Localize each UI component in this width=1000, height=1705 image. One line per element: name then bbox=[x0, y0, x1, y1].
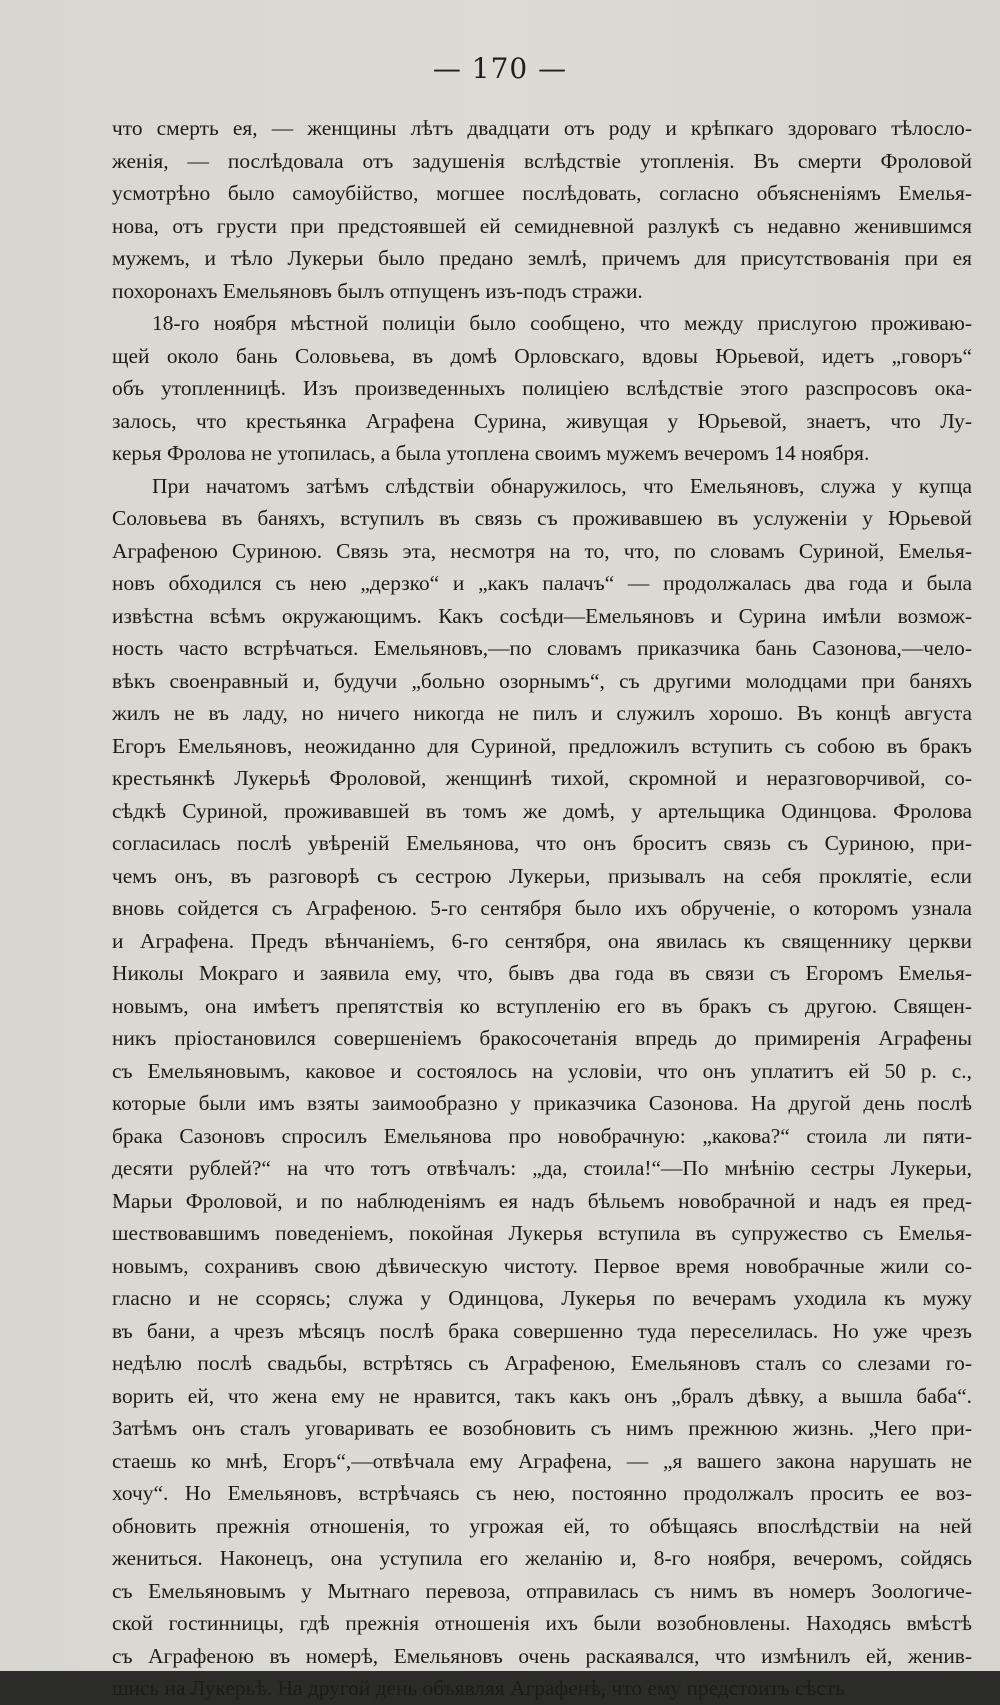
text-line: никъ пріостановился совершеніемъ бракосочетанія впредь до примиренія Аграфены bbox=[112, 1026, 972, 1050]
text-line: Николы Мокраго и заявила ему, что, бывъ два года въ связи съ Егоромъ Емелья- bbox=[112, 961, 972, 985]
text-line: ворить ей, что жена ему не нравится, такъ какъ онъ „бралъ дѣвку, а вышла баба“. bbox=[112, 1383, 972, 1408]
text-line: керья Фролова не утопилась, а была утоплена своимъ мужемъ вечеромъ 14 ноября. bbox=[112, 441, 870, 465]
text-line: Егоръ Емельяновъ, неожиданно для Суриной, предложилъ вступить съ собою въ бракъ bbox=[112, 733, 972, 758]
text-line: новымъ, сохранивъ свою дѣвическую чистоту. Первое время новобрачные жили со- bbox=[112, 1253, 972, 1278]
text-line: женія, — послѣдовала отъ задушенія вслѣдствіе утопленія. Въ смерти Фроловой bbox=[112, 148, 972, 173]
page-number: — 170 — bbox=[432, 52, 568, 85]
text-line: щей около бань Соловьева, въ домѣ Орловскаго, вдовы Юрьевой, идетъ „говоръ“ bbox=[112, 343, 972, 368]
text-line: вѣкъ своенравный и, будучи „больно озорнымъ“, съ другими молодцами при баняхъ bbox=[112, 668, 972, 693]
paragraph bbox=[112, 470, 972, 1705]
text-line: съ Емельяновымъ у Мытнаго перевоза, отправилась съ нимъ въ номеръ Зоологиче- bbox=[112, 1578, 972, 1603]
text-line: шись на Лукерьѣ. На другой день объявляя Аграфенѣ, что ему предстоитъ сѣсть bbox=[112, 1676, 845, 1700]
text-line: сѣдкѣ Суриной, проживавшей въ томъ же домѣ, у артельщика Одинцова. Фролова bbox=[112, 798, 972, 823]
text-line: брака Сазоновъ спросилъ Емельянова про новобрачную: „какова?“ стоила ли пяти- bbox=[112, 1123, 972, 1148]
text-line: новъ обходился съ нею „дерзко“ и „какъ палачъ“ — продолжалась два года и была bbox=[112, 571, 972, 595]
text-line: десяти рублей?“ на что тотъ отвѣчалъ: „да, стоила!“—По мнѣнію сестры Лукерьи, bbox=[112, 1156, 972, 1180]
text-line: стаешь ко мнѣ, Егоръ“,—отвѣчала ему Аграфена, — „я вашего закона нарушать не bbox=[112, 1448, 972, 1473]
text-line: съ Емельяновымъ, каковое и состоялось на условіи, что онъ уплатитъ ей 50 р. с., bbox=[112, 1058, 972, 1083]
text-line: обновить прежнія отношенія, то угрожая ей, то обѣщаясь впослѣдствіи на ней bbox=[112, 1513, 972, 1538]
text-line: нова, отъ грусти при предстоявшей ей семидневной разлукѣ съ недавно женившимся bbox=[112, 213, 972, 238]
text-line: залось, что крестьянка Аграфена Сурина, живущая у Юрьевой, знаетъ, что Лу- bbox=[112, 408, 972, 433]
paragraph bbox=[112, 307, 972, 470]
text-line: съ Аграфеною въ номерѣ, Емельяновъ очень раскаявался, что измѣнилъ ей, женив- bbox=[112, 1643, 972, 1668]
text-line: и Аграфена. Предъ вѣнчаніемъ, 6-го сентября, она явилась къ священнику церкви bbox=[112, 928, 972, 953]
text-line: ской гостинницы, гдѣ прежнія отношенія ихъ были возобновлены. Находясь вмѣстѣ bbox=[112, 1611, 972, 1635]
text-line: которые были имъ взяты заимообразно у приказчика Сазонова. На другой день послѣ bbox=[112, 1091, 972, 1115]
text-line: жилъ не въ ладу, но ничего никогда не пилъ и служилъ хорошо. Въ концѣ августа bbox=[112, 701, 972, 725]
text-line: извѣстна всѣмъ окружающимъ. Какъ сосѣди—Емельяновъ и Сурина имѣли возмож- bbox=[112, 603, 972, 628]
text-line: новымъ, она имѣетъ препятствія ко вступленію его въ бракъ съ другою. Священ- bbox=[112, 993, 972, 1018]
text-line: мужемъ, и тѣло Лукерьи было предано землѣ, причемъ для присутствованія при ея bbox=[112, 246, 972, 270]
text-line: крестьянкѣ Лукерьѣ Фроловой, женщинѣ тихой, скромной и неразговорчивой, со- bbox=[112, 766, 972, 790]
text-line: Соловьева въ баняхъ, вступилъ въ связь съ проживавшею въ услуженіи у Юрьевой bbox=[112, 506, 972, 530]
text-line: въ бани, а чрезъ мѣсяцъ послѣ брака совершенно туда переселилась. Но уже чрезъ bbox=[112, 1318, 972, 1343]
text-line: усмотрѣно было самоубійство, могшее послѣдовать, согласно объясненіямъ Емелья- bbox=[112, 181, 972, 205]
paragraph bbox=[112, 112, 972, 307]
text-line: хочу“. Но Емельяновъ, встрѣчаясь съ нею, постоянно продолжалъ просить ее воз- bbox=[112, 1481, 972, 1505]
text-line: вновь сойдется съ Аграфеною. 5-го сентября было ихъ обрученіе, о которомъ узнала bbox=[112, 896, 972, 920]
text-body bbox=[112, 112, 972, 1705]
text-line: Марьи Фроловой, и по наблюденіямъ ея надъ бѣльемъ новобрачной и надъ ея пред- bbox=[112, 1188, 972, 1213]
text-line: При начатомъ затѣмъ слѣдствіи обнаружилось, что Емельяновъ, служа у купца bbox=[152, 473, 972, 498]
text-line: шествовавшимъ поведеніемъ, покойная Лукерья вступила въ супружество съ Емелья- bbox=[112, 1221, 972, 1245]
text-line: Аграфеною Суриною. Связь эта, несмотря на то, что, по словамъ Суриной, Емелья- bbox=[112, 538, 972, 563]
text-line: похоронахъ Емельяновъ былъ отпущенъ изъ-подъ стражи. bbox=[112, 278, 643, 303]
text-line: гласно и не ссорясь; служа у Одинцова, Лукерья по вечерамъ уходила къ мужу bbox=[112, 1286, 972, 1310]
text-line: чемъ онъ, въ разговорѣ съ сестрою Лукерьи, призывалъ на себя проклятіе, если bbox=[112, 863, 972, 888]
text-line: 18-го ноября мѣстной полиціи было сообщено, что между прислугою проживаю- bbox=[152, 311, 972, 335]
text-line: ность часто встрѣчаться. Емельяновъ,—по словамъ приказчика бань Сазонова,—чело- bbox=[112, 636, 972, 660]
text-line: согласилась послѣ увѣреній Емельянова, что онъ броситъ связь съ Суриною, при- bbox=[112, 831, 972, 855]
text-line: что смерть ея, — женщины лѣтъ двадцати отъ роду и крѣпкаго здороваго тѣлосло- bbox=[112, 116, 972, 140]
text-line: жениться. Наконецъ, она уступила его желанію и, 8-го ноября, вечеромъ, сойдясь bbox=[112, 1546, 972, 1570]
text-line: Затѣмъ онъ сталъ уговаривать ее возобновить съ нимъ прежнюю жизнь. „Чего при- bbox=[112, 1416, 972, 1440]
text-line: недѣлю послѣ свадьбы, встрѣтясь съ Аграфеною, Емельяновъ сталъ со слезами го- bbox=[112, 1351, 972, 1375]
text-line: объ утопленницѣ. Изъ произведенныхъ полиціею вслѣдствіе этого разспросовъ ока- bbox=[112, 376, 972, 400]
